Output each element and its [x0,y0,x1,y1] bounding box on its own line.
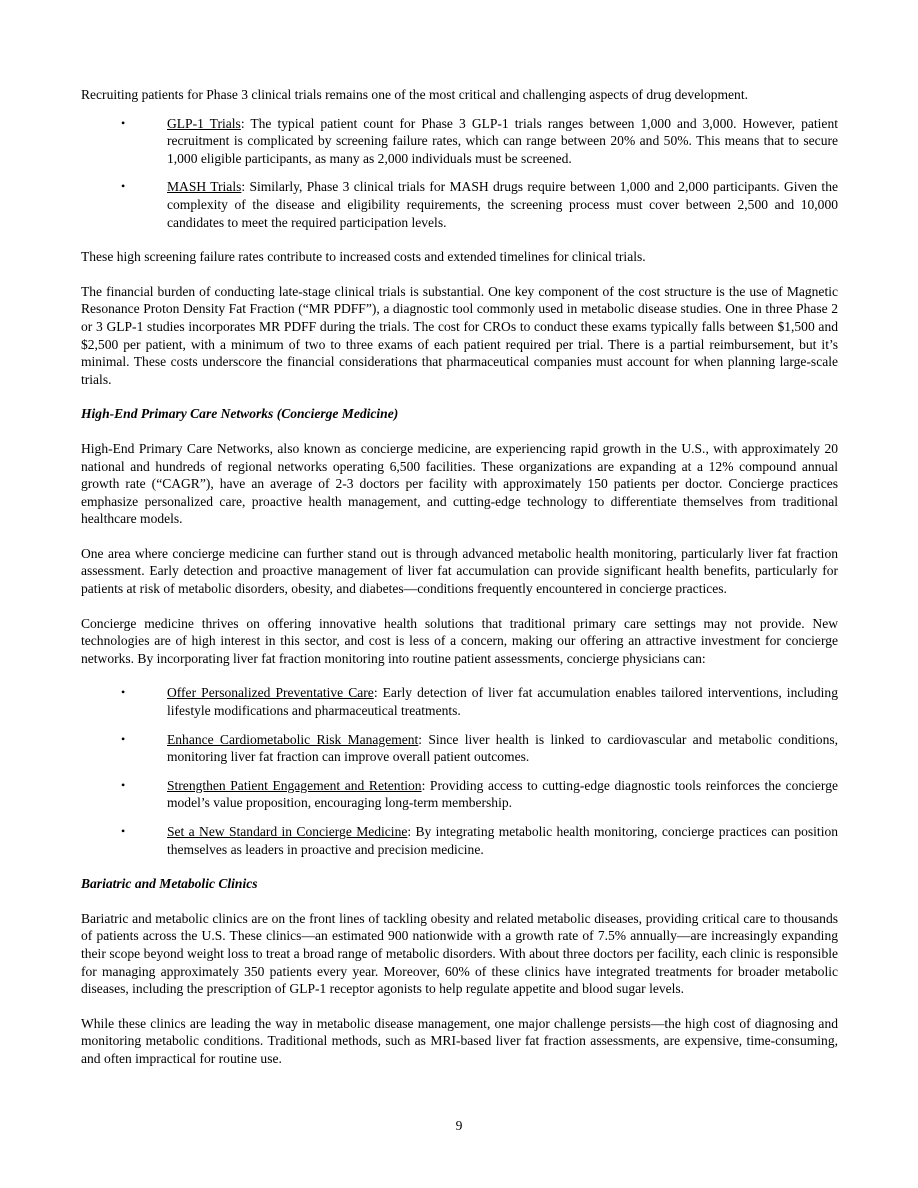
bullet-text: : Since liver health is linked to cardiovascular and metabolic conditions, monitoring liver fat fraction can improve overall patient outcomes. [167,731,838,765]
bariatric-paragraph-1: Bariatric and metabolic clinics are on the front lines of tackling obesity and related metabolic diseases, providing critical care to thousands of patients across the U.S. These clinics—an estimated 900 nationwide with a growth rate of 7.5% annually—are increasingly expanding their scope beyond weight loss to treat a broad range of metabolic disorders. With about three doctors per facility, each clinic is responsible for managing approximately 350 patients every year. Moreover, 60% of these clinics have integrated treatments for broader metabolic diseases, including the prescription of GLP-1 receptor agonists to help regulate appetite and blood sugar levels. [81,910,838,997]
bullet-text: : By integrating metabolic health monitoring, concierge practices can position themselves as leaders in proactive and precision medicine. [167,824,839,857]
list-item [81,777,838,812]
bariatric-heading: Bariatric and Metabolic Clinics [81,876,258,892]
bullet-text: : Early detection of liver fat accumulation enables tailored interventions, including lifestyle modifications and pharmaceutical treatments. [167,685,838,719]
document-page [81,86,838,1068]
bullet-icon: • [121,179,126,194]
list-item [81,823,838,858]
bullet-term: GLP-1 Trials [167,115,241,131]
bullet-term: MASH Trials [167,179,242,195]
bullet-icon: • [121,115,126,130]
concierge-paragraph-3: Concierge medicine thrives on offering innovative health solutions that traditional primary care settings may not provide. New technologies are of high interest in this sector, and cost is less of a concern, making our offering an attractive investment for concierge networks. By incorporating liver fat fraction monitoring into routine patient assessments, concierge physicians can: [81,615,838,666]
bullet-icon: • [121,685,126,700]
list-item [81,178,838,231]
concierge-paragraph-1: High-End Primary Care Networks, also known as concierge medicine, are experiencing rapid growth in the U.S., with approximately 20 national and hundreds of regional networks operating 6,500 facilities. These organizations are expanding at a 12% compound annual growth rate (“CAGR”), have an average of 2-3 doctors per facility with approximately 150 patients per doctor. Concierge practices emphasize personalized care, proactive health management, and cutting-edge technology to differentiate themselves from traditional healthcare models. [81,440,838,527]
cost-paragraph: The financial burden of conducting late-stage clinical trials is substantial. One key component of the cost structure is the use of Magnetic Resonance Proton Density Fat Fraction (“MR PDFF”), a diagnostic tool commonly used in metabolic disease studies. One in three Phase 2 or 3 GLP-1 studies incorporates MR PDFF during the trials. The cost for CROs to conduct these exams typically falls between $1,500 and $2,500 per patient, with a minimum of two to three exams of each patient required per trial. There is a partial reimbursement, but it’s minimal. These costs underscore the financial considerations that pharmaceutical companies must account for when planning large-scale trials. [81,283,838,387]
concierge-heading: High-End Primary Care Networks (Concierge Medicine) [81,406,399,422]
bullet-term: Strengthen Patient Engagement and Retention [167,777,422,793]
bullet-icon: • [121,731,126,746]
bariatric-paragraph-2: While these clinics are leading the way in metabolic disease management, one major challenge persists—the high cost of diagnosing and monitoring metabolic conditions. Traditional methods, such as MRI-based liver fat fraction assessments, are expensive, time-consuming, and often impractical for routine use. [81,1015,838,1066]
bullet-term: Offer Personalized Preventative Care [167,685,374,701]
bullet-text: : Similarly, Phase 3 clinical trials for MASH drugs require between 1,000 and 2,000 participants. Given the complexity of the disease and eligibility requirements, the screening process must cover between 2,500 and 10,000 candidates to meet the required participation levels. [167,179,838,230]
page-number: 9 [455,1118,463,1133]
list-item [81,731,838,766]
list-item [81,684,838,719]
bullet-text: : Providing access to cutting-edge diagnostic tools reinforces the concierge model’s value proposition, encouraging long-term membership. [167,777,838,811]
bullet-icon: • [121,824,126,838]
list-item [81,115,838,168]
concierge-bullet-list [81,684,838,858]
bullet-term: Set a New Standard in Concierge Medicine [167,824,408,839]
bullet-text: : The typical patient count for Phase 3 GLP-1 trials ranges between 1,000 and 3,000. However, patient recruitment is complicated by screening failure rates, which can range between 20% and 50%. This means that to secure 1,000 eligible participants, as many as 2,000 individuals must be screened. [167,115,838,166]
intro-paragraph: Recruiting patients for Phase 3 clinical trials remains one of the most critical and challenging aspects of drug development. [81,87,748,102]
concierge-paragraph-2: One area where concierge medicine can further stand out is through advanced metabolic health monitoring, particularly liver fat fraction assessment. Early detection and proactive management of liver fat accumulation can provide significant health benefits, particularly for patients at risk of metabolic disorders, obesity, and diabetes—conditions frequently encountered in concierge practices. [81,545,838,597]
trials-bullet-list [81,115,838,232]
screening-paragraph: These high screening failure rates contribute to increased costs and extended timelines for clinical trials. [81,249,646,265]
bullet-icon: • [121,777,126,792]
bullet-term: Enhance Cardiometabolic Risk Management [167,731,419,747]
